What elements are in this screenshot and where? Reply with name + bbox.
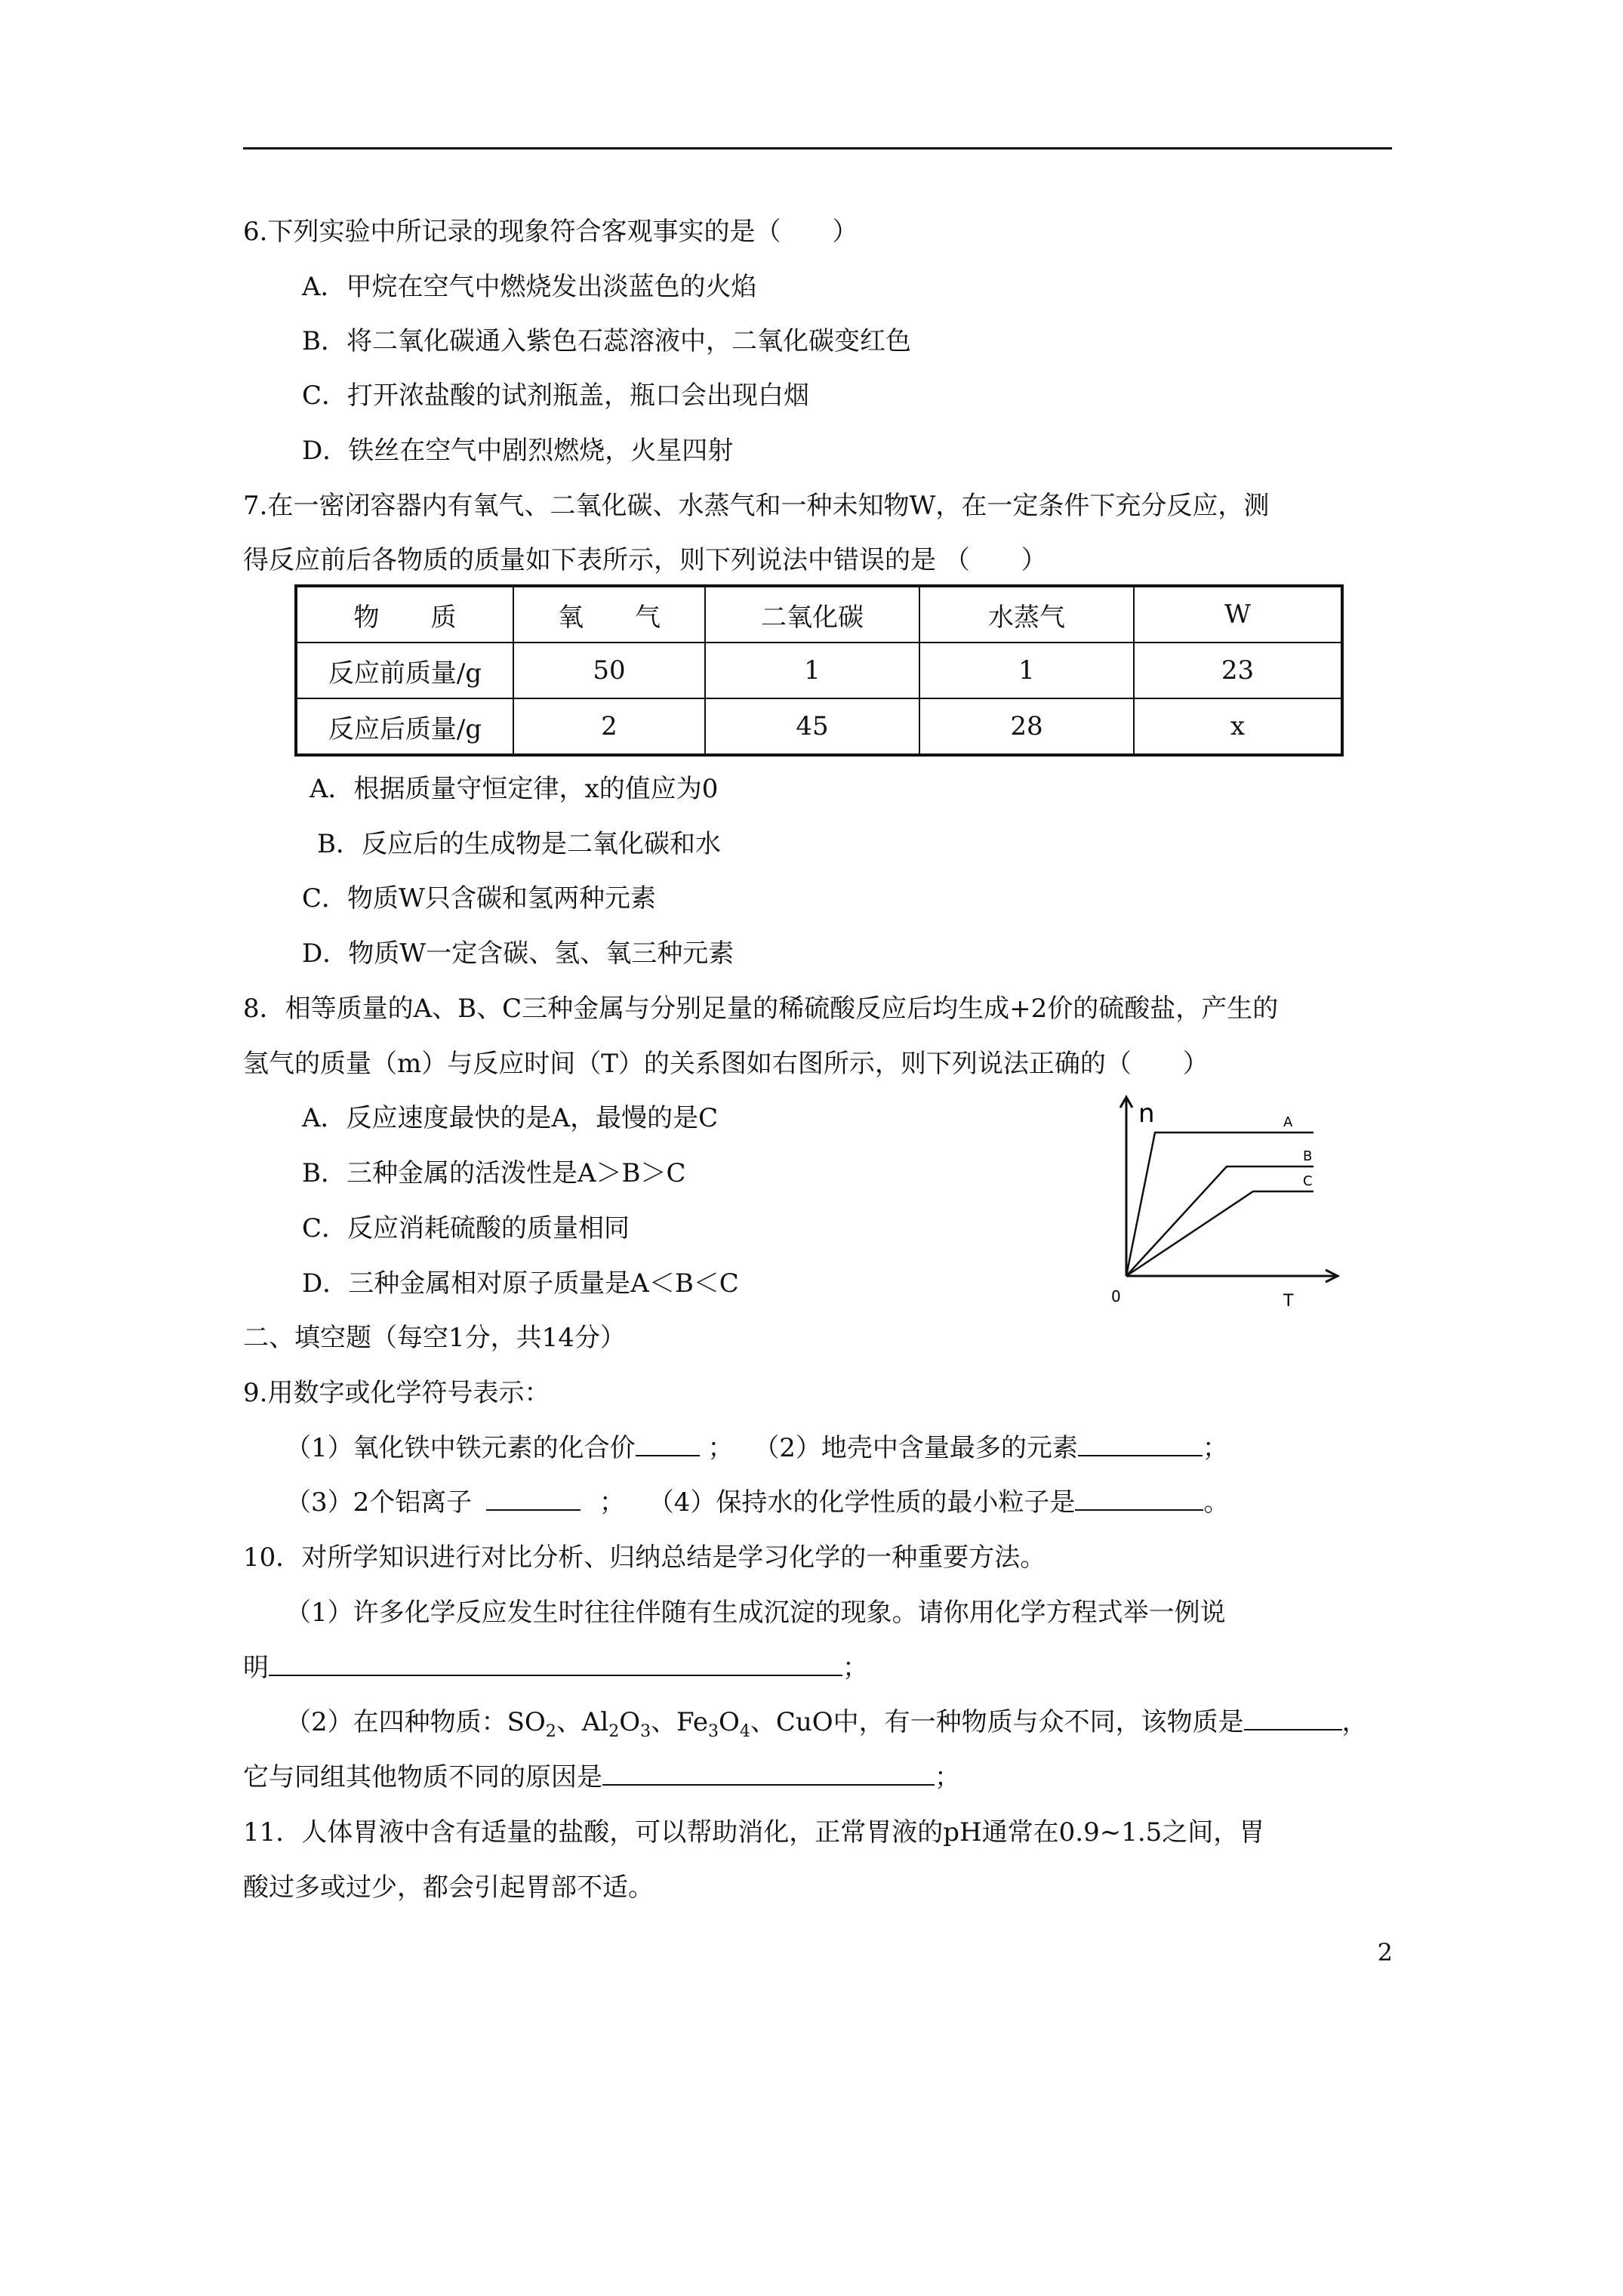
table-cell: 1 <box>705 643 919 698</box>
q8-stem-line2: 氢气的质量（m）与反应时间（T）的关系图如右图所示，则下列说法正确的（ ） <box>243 1049 1209 1079</box>
table-cell: 50 <box>513 643 705 698</box>
q8-reaction-graph <box>1095 1087 1351 1314</box>
table-cell: W <box>1134 586 1342 643</box>
q9-part4-tail: 。 <box>1203 1487 1230 1518</box>
q10-part1-line2 <box>243 1651 868 1684</box>
table-cell: 23 <box>1134 643 1342 698</box>
curve-a-label: A <box>1283 1114 1293 1130</box>
table-cell: 45 <box>705 698 919 755</box>
table-cell: 反应前质量/g <box>296 643 513 698</box>
table-cell: x <box>1134 698 1342 755</box>
q8-option-a: A．反应速度最快的是A，最慢的是C <box>302 1103 719 1133</box>
q6-stem: 6.下列实验中所记录的现象符合客观事实的是（ ） <box>243 217 858 247</box>
q10-part1-line1: （1）许多化学反应发生时往往伴随有生成沉淀的现象。请你用化学方程式举一例说 <box>285 1598 1226 1628</box>
q10-part1-prefix: 明 <box>243 1653 269 1683</box>
answer-blank[interactable] <box>1244 1706 1342 1730</box>
table-cell: 2 <box>513 698 705 755</box>
table-cell: 1 <box>919 643 1134 698</box>
y-axis-label: n <box>1138 1099 1155 1129</box>
answer-blank[interactable] <box>636 1432 700 1456</box>
q10-part2-line1 <box>285 1706 1368 1749</box>
answer-blank[interactable] <box>602 1761 935 1786</box>
origin-label: 0 <box>1111 1287 1121 1305</box>
q9-part3-tail: ； <box>599 1487 625 1518</box>
q8-stem-line1: 8．相等质量的A、B、C三种金属与分别足量的稀硫酸反应后均生成+2价的硫酸盐，产生的 <box>243 994 1279 1024</box>
curve-b-label: B <box>1303 1148 1313 1164</box>
table-header-row <box>296 586 1342 643</box>
q8-option-d: D．三种金属相对原子质量是A＜B＜C <box>302 1268 739 1299</box>
q9-part1-line <box>285 1432 1228 1465</box>
answer-blank[interactable] <box>269 1652 842 1676</box>
q6-option-d: D．铁丝在空气中剧烈燃烧，火星四射 <box>302 436 734 466</box>
q7-option-b: B．反应后的生成物是二氧化碳和水 <box>317 829 721 859</box>
q7-option-d: D．物质W一定含碳、氢、氧三种元素 <box>302 938 735 969</box>
q10-text: 、CuO中，有一种物质与众不同，该物质是 <box>750 1707 1244 1737</box>
q7-option-c: C．物质W只含碳和氢两种元素 <box>302 883 656 914</box>
q9-part2: （2）地壳中含量最多的元素 <box>753 1433 1078 1463</box>
q10-text: （2）在四种物质：SO <box>285 1707 546 1737</box>
table-cell: 物 质 <box>296 586 513 643</box>
q7-stem-line1: 7.在一密闭容器内有氧气、二氧化碳、水蒸气和一种未知物W，在一定条件下充分反应，测 <box>243 491 1270 521</box>
q10-text: O <box>619 1707 641 1737</box>
section-2-title: 二、填空题（每空1分，共14分） <box>243 1323 626 1353</box>
q7-stem-line2: 得反应前后各物质的质量如下表所示，则下列说法中错误的是 （ ） <box>243 545 1047 575</box>
table-cell: 水蒸气 <box>919 586 1134 643</box>
header-rule <box>243 147 1392 149</box>
q8-option-b: B．三种金属的活泼性是A＞B＞C <box>302 1158 686 1188</box>
table-row <box>296 643 1342 698</box>
q10-text: O <box>718 1707 740 1737</box>
q10-part1-tail: ； <box>842 1653 868 1683</box>
q7-option-a: A．根据质量守恒定律，x的值应为0 <box>310 774 719 804</box>
q10-text: 、Fe <box>651 1707 708 1737</box>
q9-part1: （1）氧化铁中铁元素的化合价 <box>285 1433 636 1463</box>
q10-part2-line2 <box>243 1761 960 1794</box>
table-row <box>296 698 1342 755</box>
subscript: 2 <box>545 1721 556 1741</box>
subscript: 4 <box>739 1721 750 1741</box>
table-cell: 28 <box>919 698 1134 755</box>
q10-part2-tail: ， <box>1341 1707 1368 1737</box>
q10-stem: 10．对所学知识进行对比分析、归纳总结是学习化学的一种重要方法。 <box>243 1542 1046 1573</box>
q9-part4: （4）保持水的化学性质的最小粒子是 <box>648 1487 1076 1518</box>
curve-b <box>1126 1166 1313 1276</box>
q6-option-a: A．甲烷在空气中燃烧发出淡蓝色的火焰 <box>302 272 757 302</box>
subscript: 2 <box>608 1721 620 1741</box>
subscript: 3 <box>640 1721 651 1741</box>
q6-option-b: B．将二氧化碳通入紫色石蕊溶液中，二氧化碳变红色 <box>302 326 911 356</box>
q10-text: 它与同组其他物质不同的原因是 <box>243 1762 602 1792</box>
answer-blank[interactable] <box>1075 1487 1203 1511</box>
curve-c-label: C <box>1303 1173 1313 1189</box>
answer-blank[interactable] <box>486 1487 581 1511</box>
q9-part1-tail: ； <box>707 1433 734 1463</box>
q6-option-c: C．打开浓盐酸的试剂瓶盖，瓶口会出现白烟 <box>302 381 810 411</box>
x-axis-label: T <box>1283 1292 1294 1311</box>
q9-part3: （3）2个铝离子 <box>285 1487 473 1518</box>
q8-option-c: C．反应消耗硫酸的质量相同 <box>302 1213 630 1244</box>
q10-text: 、Al <box>556 1707 609 1737</box>
page-number: 2 <box>1377 1938 1393 1967</box>
q10-part2-line2-tail: ； <box>935 1762 960 1792</box>
q11-line2: 酸过多或过少，都会引起胃部不适。 <box>243 1872 654 1903</box>
table-cell: 反应后质量/g <box>296 698 513 755</box>
table-cell: 二氧化碳 <box>705 586 919 643</box>
subscript: 3 <box>707 1721 719 1741</box>
q11-line1: 11．人体胃液中含有适量的盐酸，可以帮助消化，正常胃液的pH通常在0.9~1.5之间，胃 <box>243 1817 1265 1848</box>
curve-a <box>1126 1133 1313 1276</box>
q9-part2-tail: ； <box>1202 1433 1228 1463</box>
q9-stem: 9.用数字或化学符号表示： <box>243 1378 550 1408</box>
answer-blank[interactable] <box>1078 1432 1203 1456</box>
q7-mass-table <box>294 584 1344 757</box>
q9-part3-line <box>285 1486 1229 1519</box>
curve-c <box>1126 1191 1313 1276</box>
table-cell: 氧 气 <box>513 586 705 643</box>
